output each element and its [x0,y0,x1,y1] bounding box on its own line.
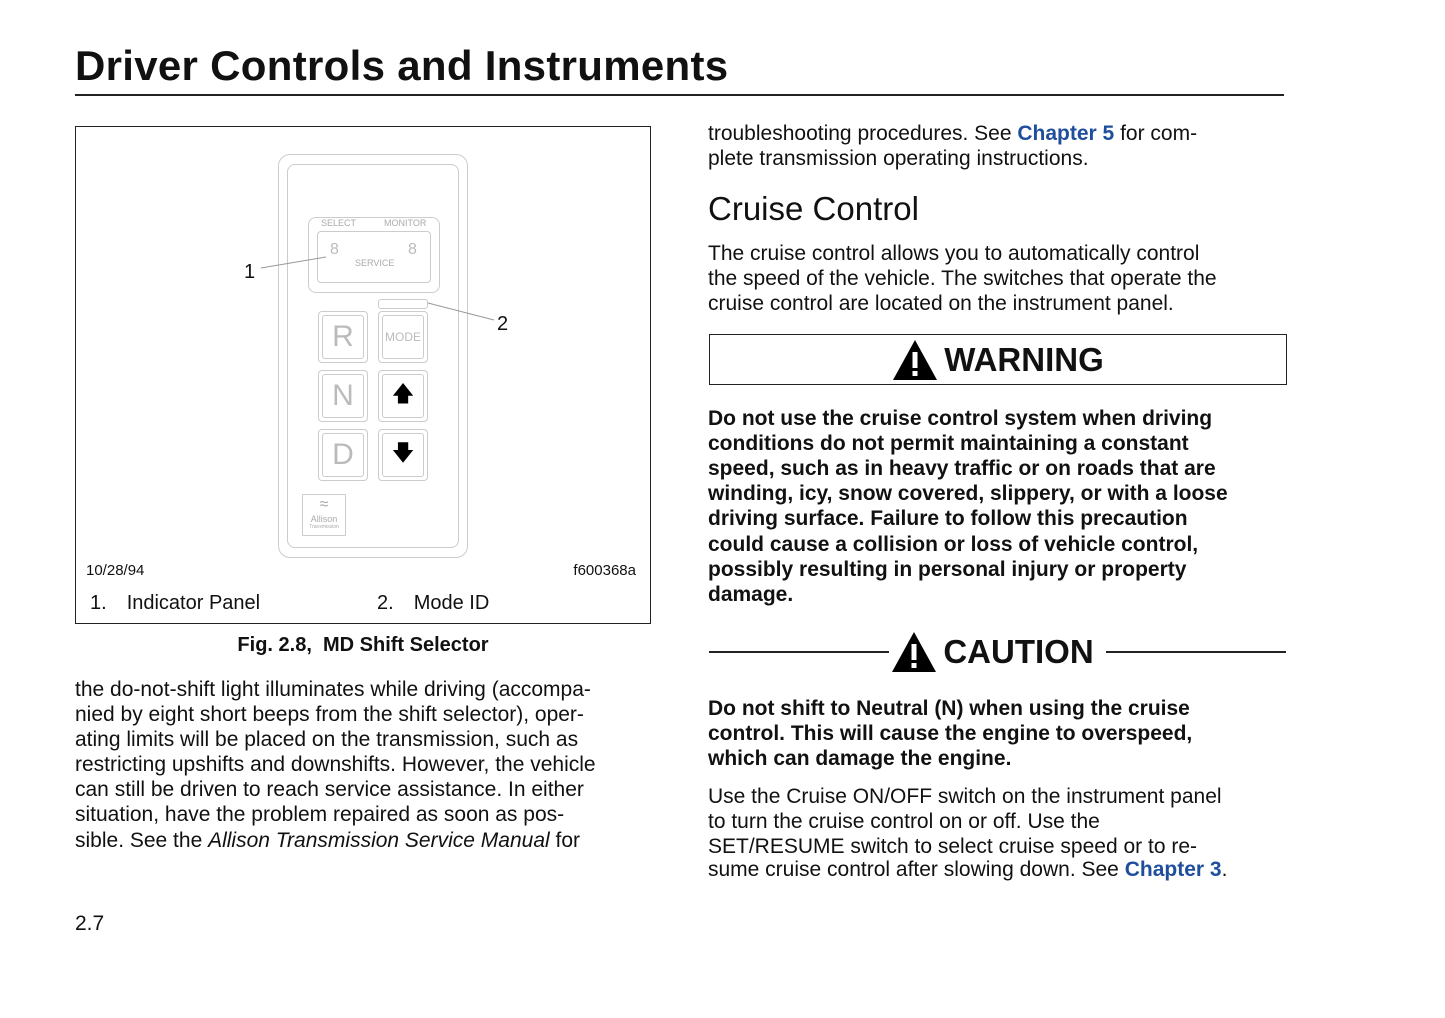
text-line: The cruise control allows you to automatically control [708,242,1200,265]
warning-label: WARNING [944,340,1104,378]
text-line: ating limits will be placed on the transmission, such as [75,728,579,751]
r-button: R [318,311,368,363]
allison-logo: ≈ Allison Transmission [302,494,346,536]
caution-header [709,628,1286,676]
n-button: N [318,370,368,422]
warning-box [709,334,1287,385]
arrow-down-icon: 🡇 [382,433,424,477]
monitor-label: MONITOR [384,218,427,228]
section-heading: Cruise Control [708,190,919,227]
text-line: nied by eight short beeps from the shift selector), oper- [75,703,584,726]
caution-label: CAUTION [943,633,1094,670]
figure-caption: Fig. 2.8, MD Shift Selector [237,634,489,656]
caution-triangle-icon [891,631,937,673]
legend-item-2: 2. Mode ID [377,592,490,614]
d-button: D [318,429,368,481]
warning-triangle-icon [892,339,938,381]
chapter-5-link[interactable]: Chapter 5 [1017,122,1115,145]
manual-title: Allison Transmission Service Manual [208,829,550,852]
figure-code: f600368a [573,562,636,579]
title-rule [75,94,1284,96]
select-digit-icon: 8 [330,241,339,258]
text-line: can still be driven to reach service assistance. In either [75,778,584,801]
chapter-3-link[interactable]: Chapter 3 [1124,858,1222,881]
caution-rule-right [1106,651,1286,653]
mode-button: MODE [378,311,428,363]
callout-1: 1 [244,261,256,283]
page-title: Driver Controls and Instruments [75,42,729,89]
text-line: sible. See the Allison Transmission Service Manual for [75,829,581,852]
document-page: Driver Controls and Instruments SELECT MONITOR 8 8 SERVICE R MODE N 🡅 D 🡇 ≈ Allison Transmission 1 2 10/28/94 f600368a 1. Indicator Panel 2. Mode ID Fig. 2.8, MD Shift Selector the do-not-shift light illuminates while driving (accompa- nied by eight short beeps from the shift selector), oper- ating limits will be placed on the transmission, such as restricting upshifts and downshifts. However, the vehicle can still be driven to reach service assistance. In either situation, have the problem repaired as soon as pos- sible. See the Allison Transmission Service Manual for 2.7 troubleshooting procedures. See Chapter 5 for com- plete transmission operating instructions. Cruise Control The cruise control allows you to automatically control the speed of the vehicle. The switches that operate the cruise control are located on the instrument panel. WARNING Do not use the cruise control system when driving conditions do not permit maintaining a constant speed, such as in heavy traffic or on roads that are winding, icy, snow covered, slippery, or with a loose driving surface. Failure to follow this precaution could cause a collision or loss of vehicle control, possibly resulting in personal injury or property damage. CAUTION Do not shift to Neutral (N) when using the cruise control. This will cause the engine to overspeed, which can damage the engine. Use the Cruise ON/OFF switch on the instrument panel to turn the cruise control on or off. Use the SET/RESUME switch to select cruise speed or to re- sume cruise control after slowing down. See Chapter 3. [0,0,1445,1018]
text-line: plete transmission operating instructions. [708,147,1089,170]
monitor-digit-icon: 8 [408,241,417,258]
arrow-up-icon: 🡅 [382,374,424,418]
figure-box [75,126,651,624]
callout-2: 2 [497,313,509,335]
text-line: the speed of the vehicle. The switches that operate the [708,267,1217,290]
select-label: SELECT [321,218,357,228]
text-line: cruise control are located on the instrument panel. [708,292,1174,315]
caution-rule-left [709,651,889,653]
figure-date: 10/28/94 [86,562,145,579]
callout-lines [76,127,650,623]
service-label: SERVICE [355,258,395,268]
legend-item-1: 1. Indicator Panel [90,592,261,614]
text-line: troubleshooting procedures. See Chapter 5 for com- [708,122,1198,145]
text-line: situation, have the problem repaired as soon as pos- [75,803,565,826]
page-number: 2.7 [75,912,105,935]
text-line: restricting upshifts and downshifts. However, the vehicle [75,753,596,776]
text-line: the do-not-shift light illuminates while driving (accompa- [75,678,591,701]
